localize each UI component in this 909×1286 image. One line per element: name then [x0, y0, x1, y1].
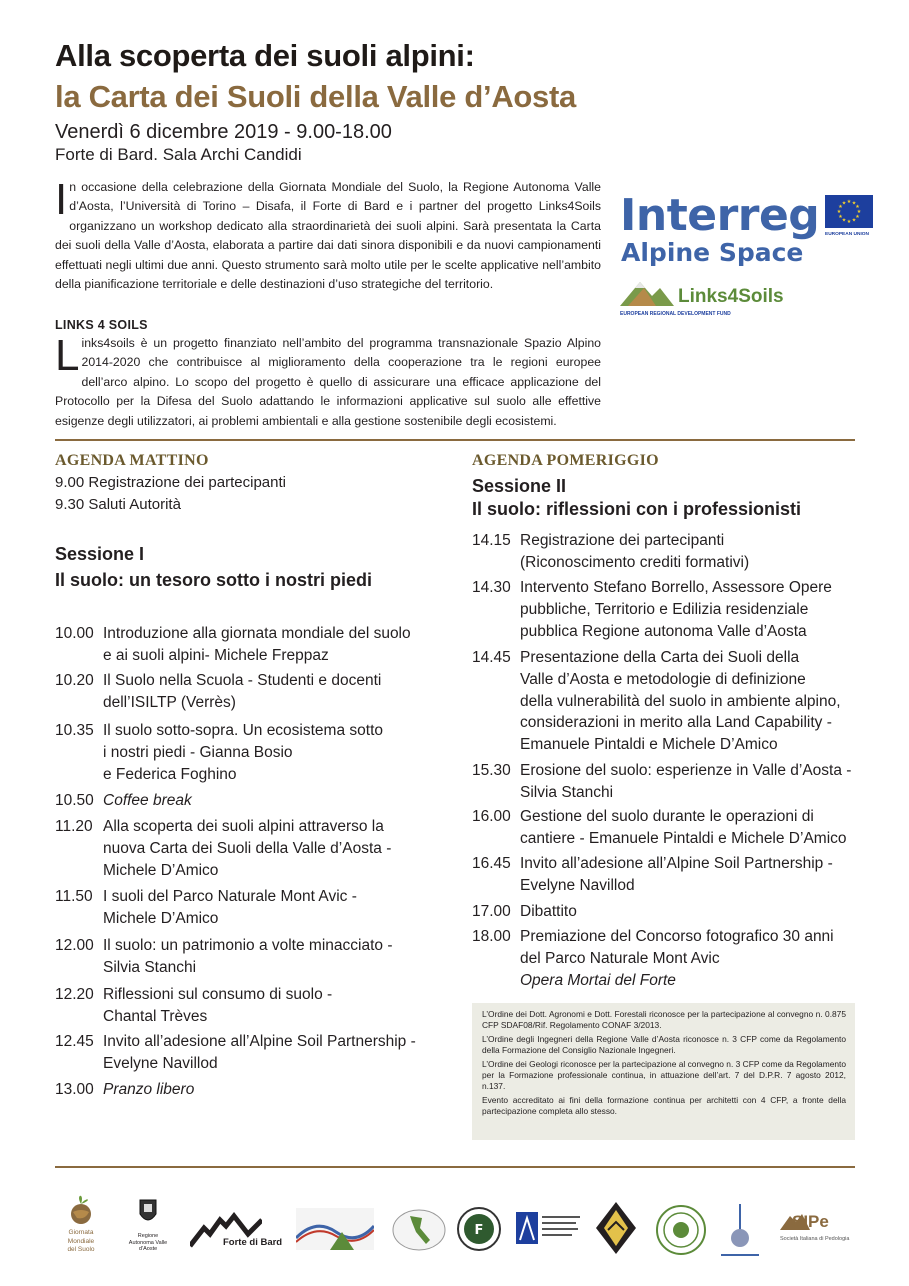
- links4soils-mountain-icon: [620, 276, 674, 311]
- links4soils-dropcap: L: [55, 331, 80, 380]
- forte-di-bard-logo: [190, 1212, 282, 1253]
- agenda-time: 18.00: [472, 928, 511, 945]
- morning-pre-item: 9.30 Saluti Autorità: [55, 496, 181, 513]
- partner-logo-ordine-agronomi: [653, 1204, 709, 1261]
- agenda-text: Erosione del suolo: esperienze in Valle d’Aosta - Silvia Stanchi: [520, 762, 852, 801]
- giornata-suolo-logo: [63, 1190, 99, 1255]
- regione-vda-logo: [127, 1198, 169, 1253]
- agenda-item: [472, 806, 847, 850]
- alpine-space-logo: Alpine Space: [621, 238, 804, 267]
- partner-logo-italy: [392, 1208, 446, 1257]
- agenda-text: Invito all’adesione all’Alpine Soil Partnership - Evelyne Navillod: [520, 855, 833, 894]
- section-divider-bottom: [55, 1166, 855, 1168]
- credit-note: L’Ordine dei Dott. Agronomi e Dott. Forestali riconosce per la partecipazione al convegno n. 0.875 CFP SDAF08/Rif. Regolamento CONAF 3/2013.: [482, 1009, 846, 1031]
- svg-text:★: ★: [836, 209, 842, 215]
- links4soils-text: inks4soils è un progetto finanziato nell’ambito del programma transnazionale Spazio Alpino 2014-2020 che contribuisce al miglioramento della cooperazione tra le regioni europee dell’arco alpino. Lo scopo del progetto è quello di assicurare una efficace applicazione del Protocollo per la Difesa del Suolo adattando le informazioni applicative sul suolo alle effettive esigenze degli utilizzatori, ai problemi ambientali e alla gestione sostenibile degli ecosistemi.: [55, 336, 601, 428]
- section-divider-top: [55, 439, 855, 441]
- intro-paragraph: [55, 175, 601, 294]
- agenda-text: Il Suolo nella Scuola - Studenti e docenti dell’ISILTP (Verrès): [103, 672, 382, 711]
- agenda-time: 10.50: [55, 792, 94, 809]
- links4soils-logo: Links4Soils: [678, 286, 784, 307]
- agenda-text: Invito all’adesione all’Alpine Soil Partnership - Evelyne Navillod: [103, 1033, 416, 1072]
- svg-text:★: ★: [841, 200, 847, 207]
- partner-logo-mountain: [296, 1208, 374, 1255]
- agenda-item: [55, 1031, 416, 1075]
- sipe-sub-label: Società Italiana di Pedologia: [780, 1236, 850, 1242]
- svg-text:★: ★: [855, 214, 860, 220]
- partner-logo-fao: [456, 1206, 502, 1257]
- agenda-time: 14.30: [472, 579, 511, 596]
- agenda-item: [472, 926, 834, 970]
- agenda-item: [55, 1079, 194, 1101]
- svg-text:★: ★: [855, 204, 860, 210]
- eu-flag-icon: [825, 195, 873, 228]
- agenda-item: [472, 901, 577, 923]
- agenda-time: 11.50: [55, 888, 93, 905]
- agenda-morning-heading: AGENDA MATTINO: [55, 452, 209, 469]
- agenda-text: Alla scoperta dei suoli alpini attraverso la nuova Carta dei Suoli della Valle d’Aosta - Michele D’Amico: [103, 818, 392, 879]
- svg-text:★: ★: [851, 200, 857, 207]
- regione-vda-label: Regione Autonoma Valle d’Aoste: [128, 1233, 168, 1252]
- partner-logo-ordine-ingegneri-vda: [715, 1204, 765, 1265]
- agenda-item: [55, 670, 381, 714]
- agenda-item: [55, 623, 411, 667]
- session2-subtitle: Il suolo: riflessioni con i professionisti: [472, 499, 802, 519]
- agenda-text: Pranzo libero: [103, 1081, 195, 1098]
- agenda-text: I suoli del Parco Naturale Mont Avic - Michele D’Amico: [103, 888, 357, 927]
- title-line1: Alla scoperta dei suoli alpini:: [55, 38, 475, 73]
- eu-label: EUROPEAN UNION: [825, 232, 869, 237]
- agenda-time: 16.45: [472, 855, 511, 872]
- agenda-time: 16.00: [472, 808, 511, 825]
- agenda-item: [472, 853, 833, 897]
- svg-text:F: F: [474, 1223, 484, 1238]
- sipe-logo: [780, 1210, 860, 1244]
- agenda-text: Registrazione dei partecipanti (Riconoscimento crediti formativi): [520, 532, 750, 571]
- agenda-time: 10.00: [55, 625, 94, 642]
- agenda-item: [472, 760, 851, 804]
- links4soils-heading: LINKS 4 SOILS: [55, 318, 148, 332]
- partner-logo-ordine-ingegneri: [516, 1210, 582, 1253]
- credit-note: Evento accreditato ai fini della formazione continua per architetti con 4 CFP, a fronte della partecipazione completa allo stesso.: [482, 1094, 846, 1117]
- agenda-afternoon-heading: AGENDA POMERIGGIO: [472, 452, 659, 469]
- event-venue: Forte di Bard. Sala Archi Candidi: [55, 145, 302, 164]
- credit-note: L’Ordine degli Ingegneri della Regione Valle d’Aosta riconosce n. 3 CFP come da Regolamento della Formazione del Consiglio Nazionale Ingegneri.: [482, 1033, 846, 1056]
- session1-subtitle: Il suolo: un tesoro sotto i nostri piedi: [55, 570, 372, 590]
- agenda-time: 14.15: [472, 532, 511, 549]
- session1-title: Sessione I: [55, 544, 145, 564]
- agenda-item: [55, 935, 392, 979]
- svg-text:★: ★: [851, 217, 857, 224]
- agenda-time: 17.00: [472, 903, 511, 920]
- agenda-item: [472, 530, 749, 574]
- intro-dropcap: I: [55, 175, 68, 224]
- agenda-time: 12.20: [55, 986, 94, 1003]
- intro-text: n occasione della celebrazione della Giornata Mondiale del Suolo, la Regione Autonoma Valle d’Aosta, l’Università di Torino – Disafa, il Forte di Bard e i partner del progetto Links4Soils organizzano un workshop dedicato alla straordinarietà dei suoli alpini. Sarà presentata la Carta dei suoli della Valle d’Aosta, elaborata a partire dai dati sinora disponibili e da nuovi campionamenti effettuati negli ultimi due anni. Questo strumento sarà molto utile per le scelte applicative nell’ambito della pianificazione territoriale e delle destinazioni d’uso strategiche del territorio.: [55, 180, 601, 292]
- agenda-time: 15.30: [472, 762, 511, 779]
- agenda-time: 14.45: [472, 649, 511, 666]
- agenda-time: 10.20: [55, 672, 94, 689]
- agenda-text: Coffee break: [103, 792, 192, 809]
- agenda-text: Gestione del suolo durante le operazioni di cantiere - Emanuele Pintaldi e Michele D’Amico: [520, 808, 847, 847]
- event-date: Venerdì 6 dicembre 2019 - 9.00-18.00: [55, 121, 392, 143]
- agenda-text: Riflessioni sul consumo di suolo - Chantal Trèves: [103, 986, 333, 1025]
- agenda-time: 10.35: [55, 722, 94, 739]
- agenda-text: Intervento Stefano Borrello, Assessore Opere pubbliche, Territorio e Edilizia residenziale pubblica Regione autonoma Valle d’Aosta: [520, 579, 832, 640]
- agenda-item: [472, 577, 832, 642]
- credit-note: L’Ordine dei Geologi riconosce per la partecipazione al convegno n. 3 CFP come da Regolamento per la Formazione professionale continua, in attuazione dell’art. 7 del D.P.R. 7 agosto 2012, n.137.: [482, 1058, 846, 1092]
- forte-di-bard-label: Forte di Bard: [223, 1237, 283, 1248]
- agenda-item: [472, 647, 841, 756]
- session2-title: Sessione II: [472, 476, 567, 496]
- agenda-item: [55, 720, 383, 785]
- agenda-time: 11.20: [55, 818, 93, 835]
- interreg-logo: Interreg: [620, 190, 820, 241]
- agenda-text: Introduzione alla giornata mondiale del suolo e ai suoli alpini- Michele Freppaz: [103, 625, 411, 664]
- agenda-time: 13.00: [55, 1081, 94, 1098]
- title-line2: la Carta dei Suoli della Valle d’Aosta: [55, 79, 576, 114]
- erdf-label: EUROPEAN REGIONAL DEVELOPMENT FUND: [620, 311, 731, 317]
- agenda-text: Dibattito: [520, 903, 577, 920]
- agenda-item: [55, 816, 391, 881]
- credits-notes-box: [472, 1003, 855, 1140]
- final-italic-note: Opera Mortai del Forte: [520, 972, 676, 989]
- agenda-text: Il suolo: un patrimonio a volte minacciato - Silvia Stanchi: [103, 937, 393, 976]
- agenda-time: 12.45: [55, 1033, 94, 1050]
- agenda-item: [55, 984, 332, 1028]
- morning-pre-item: 9.00 Registrazione dei partecipanti: [55, 474, 286, 491]
- agenda-text: Il suolo sotto-sopra. Un ecosistema sotto i nostri piedi - Gianna Bosio e Federica Foghino: [103, 722, 383, 783]
- giornata-suolo-label: Giornata Mondiale del Suolo: [67, 1229, 95, 1253]
- svg-text:★: ★: [846, 199, 852, 205]
- svg-text:★: ★: [856, 209, 862, 215]
- svg-text:★: ★: [846, 219, 852, 225]
- svg-text:★: ★: [838, 204, 843, 210]
- svg-text:★: ★: [841, 217, 847, 224]
- agenda-item: [55, 790, 192, 812]
- agenda-text: Presentazione della Carta dei Suoli della Valle d’Aosta e metodologie di definizione della vulnerabilità del suolo in ambiente alpino, considerazioni in merito alla Land Capability - Emanuele Pintaldi e Michele D’Amico: [520, 649, 841, 754]
- agenda-text: Premiazione del Concorso fotografico 30 anni del Parco Naturale Mont Avic: [520, 928, 834, 967]
- agenda-time: 12.00: [55, 937, 94, 954]
- links4soils-paragraph: [55, 331, 601, 431]
- svg-text:★: ★: [838, 214, 843, 220]
- partner-logo-geologi: [594, 1200, 638, 1261]
- sipe-label: SIPe: [792, 1212, 829, 1231]
- agenda-item: [55, 886, 357, 930]
